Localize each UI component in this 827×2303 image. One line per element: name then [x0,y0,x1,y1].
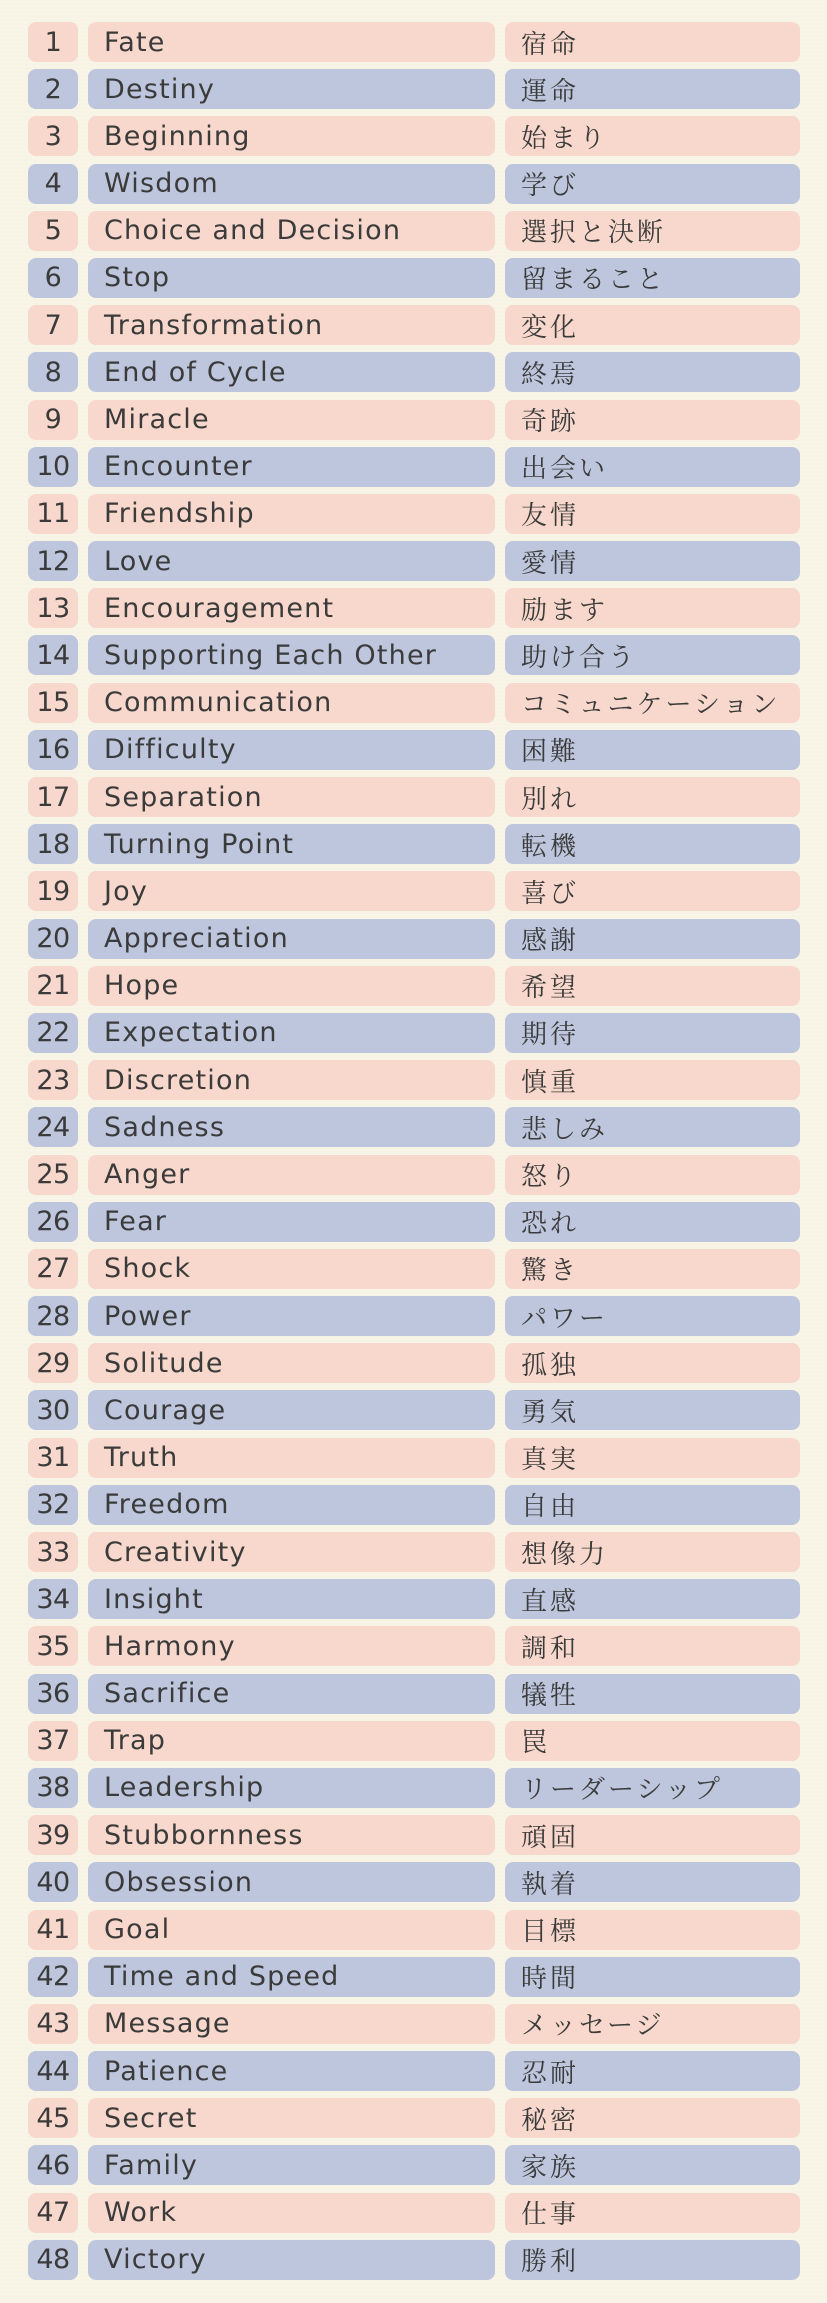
japanese-term: 勇気 [505,1390,800,1430]
row-number: 33 [28,1532,78,1572]
japanese-term: 別れ [505,777,800,817]
row-number: 32 [28,1485,78,1525]
english-term: Trap [88,1721,495,1761]
table-row [28,2004,800,2044]
table-row [28,494,800,534]
row-number: 9 [28,400,78,440]
english-term: Family [88,2145,495,2185]
japanese-term: 希望 [505,966,800,1006]
japanese-term: 目標 [505,1910,800,1950]
row-number: 18 [28,824,78,864]
english-term: Destiny [88,69,495,109]
table-row [28,22,800,62]
table-row [28,777,800,817]
english-term: Appreciation [88,919,495,959]
row-number: 46 [28,2145,78,2185]
japanese-term: 執着 [505,1862,800,1902]
english-term: Leadership [88,1768,495,1808]
japanese-term: 勝利 [505,2240,800,2280]
japanese-term: リーダーシップ [505,1768,800,1808]
row-number: 38 [28,1768,78,1808]
japanese-term: 留まること [505,258,800,298]
row-number: 41 [28,1910,78,1950]
table-row [28,635,800,675]
japanese-term: 孤独 [505,1343,800,1383]
japanese-term: 選択と決断 [505,211,800,251]
english-term: Wisdom [88,164,495,204]
english-term: Difficulty [88,730,495,770]
table-row [28,116,800,156]
row-number: 15 [28,683,78,723]
row-number: 24 [28,1107,78,1147]
row-number: 27 [28,1249,78,1289]
row-number: 34 [28,1579,78,1619]
english-term: Work [88,2193,495,2233]
table-row [28,1910,800,1950]
table-row [28,919,800,959]
row-number: 30 [28,1390,78,1430]
row-number: 6 [28,258,78,298]
english-term: Goal [88,1910,495,1950]
term-list [28,22,800,2287]
english-term: Discretion [88,1060,495,1100]
row-number: 42 [28,1957,78,1997]
row-number: 44 [28,2051,78,2091]
japanese-term: 仕事 [505,2193,800,2233]
english-term: Fear [88,1202,495,1242]
row-number: 2 [28,69,78,109]
japanese-term: 忍耐 [505,2051,800,2091]
japanese-term: 怒り [505,1155,800,1195]
row-number: 45 [28,2098,78,2138]
table-row [28,1721,800,1761]
row-number: 37 [28,1721,78,1761]
english-term: Choice and Decision [88,211,495,251]
japanese-term: 出会い [505,447,800,487]
table-row [28,1202,800,1242]
japanese-term: 直感 [505,1579,800,1619]
japanese-term: 励ます [505,588,800,628]
table-row [28,211,800,251]
japanese-term: 運命 [505,69,800,109]
english-term: Expectation [88,1013,495,1053]
table-row [28,2193,800,2233]
japanese-term: 宿命 [505,22,800,62]
table-row [28,1485,800,1525]
table-row [28,164,800,204]
row-number: 4 [28,164,78,204]
japanese-term: 感謝 [505,919,800,959]
table-row [28,1343,800,1383]
table-row [28,1768,800,1808]
japanese-term: 喜び [505,871,800,911]
table-row [28,683,800,723]
japanese-term: 終焉 [505,352,800,392]
row-number: 36 [28,1674,78,1714]
table-row [28,730,800,770]
english-term: Miracle [88,400,495,440]
table-row [28,258,800,298]
row-number: 48 [28,2240,78,2280]
english-term: Encounter [88,447,495,487]
row-number: 19 [28,871,78,911]
english-term: Creativity [88,1532,495,1572]
table-row [28,966,800,1006]
table-row [28,352,800,392]
table-row [28,1674,800,1714]
japanese-term: メッセージ [505,2004,800,2044]
english-term: Stop [88,258,495,298]
table-row [28,871,800,911]
english-term: Courage [88,1390,495,1430]
table-row [28,1862,800,1902]
english-term: Hope [88,966,495,1006]
english-term: Truth [88,1438,495,1478]
row-number: 22 [28,1013,78,1053]
english-term: Time and Speed [88,1957,495,1997]
row-number: 1 [28,22,78,62]
row-number: 5 [28,211,78,251]
row-number: 39 [28,1815,78,1855]
table-row [28,2145,800,2185]
english-term: Separation [88,777,495,817]
table-row [28,824,800,864]
english-term: End of Cycle [88,352,495,392]
japanese-term: 秘密 [505,2098,800,2138]
japanese-term: 家族 [505,2145,800,2185]
row-number: 16 [28,730,78,770]
row-number: 10 [28,447,78,487]
row-number: 43 [28,2004,78,2044]
english-term: Message [88,2004,495,2044]
japanese-term: パワー [505,1296,800,1336]
english-term: Beginning [88,116,495,156]
english-term: Love [88,541,495,581]
japanese-term: コミュニケーション [505,683,800,723]
row-number: 47 [28,2193,78,2233]
english-term: Anger [88,1155,495,1195]
table-row [28,541,800,581]
english-term: Sacrifice [88,1674,495,1714]
english-term: Secret [88,2098,495,2138]
japanese-term: 転機 [505,824,800,864]
english-term: Shock [88,1249,495,1289]
table-row [28,305,800,345]
japanese-term: 驚き [505,1249,800,1289]
japanese-term: 調和 [505,1626,800,1666]
row-number: 29 [28,1343,78,1383]
row-number: 23 [28,1060,78,1100]
table-row [28,2098,800,2138]
table-row [28,1957,800,1997]
japanese-term: 期待 [505,1013,800,1053]
japanese-term: 頑固 [505,1815,800,1855]
japanese-term: 自由 [505,1485,800,1525]
english-term: Power [88,1296,495,1336]
english-term: Harmony [88,1626,495,1666]
japanese-term: 罠 [505,1721,800,1761]
row-number: 35 [28,1626,78,1666]
japanese-term: 始まり [505,116,800,156]
table-row [28,1013,800,1053]
english-term: Stubbornness [88,1815,495,1855]
row-number: 20 [28,919,78,959]
row-number: 14 [28,635,78,675]
english-term: Encouragement [88,588,495,628]
japanese-term: 恐れ [505,1202,800,1242]
table-row [28,2051,800,2091]
table-row [28,1060,800,1100]
table-row [28,2240,800,2280]
table-row [28,1532,800,1572]
table-row [28,447,800,487]
japanese-term: 奇跡 [505,400,800,440]
table-row [28,1438,800,1478]
japanese-term: 悲しみ [505,1107,800,1147]
table-row [28,400,800,440]
row-number: 26 [28,1202,78,1242]
japanese-term: 困難 [505,730,800,770]
japanese-term: 助け合う [505,635,800,675]
table-row [28,1815,800,1855]
english-term: Friendship [88,494,495,534]
english-term: Supporting Each Other [88,635,495,675]
table-row [28,1249,800,1289]
row-number: 12 [28,541,78,581]
english-term: Victory [88,2240,495,2280]
english-term: Communication [88,683,495,723]
japanese-term: 想像力 [505,1532,800,1572]
row-number: 28 [28,1296,78,1336]
table-row [28,1626,800,1666]
row-number: 11 [28,494,78,534]
japanese-term: 犠牲 [505,1674,800,1714]
row-number: 3 [28,116,78,156]
english-term: Turning Point [88,824,495,864]
english-term: Fate [88,22,495,62]
japanese-term: 時間 [505,1957,800,1997]
table-row [28,69,800,109]
english-term: Solitude [88,1343,495,1383]
table-row [28,1296,800,1336]
english-term: Freedom [88,1485,495,1525]
english-term: Sadness [88,1107,495,1147]
row-number: 21 [28,966,78,1006]
row-number: 25 [28,1155,78,1195]
english-term: Patience [88,2051,495,2091]
japanese-term: 愛情 [505,541,800,581]
english-term: Joy [88,871,495,911]
row-number: 31 [28,1438,78,1478]
japanese-term: 学び [505,164,800,204]
table-row [28,588,800,628]
row-number: 7 [28,305,78,345]
row-number: 17 [28,777,78,817]
japanese-term: 慎重 [505,1060,800,1100]
english-term: Insight [88,1579,495,1619]
table-row [28,1107,800,1147]
japanese-term: 友情 [505,494,800,534]
english-term: Transformation [88,305,495,345]
english-term: Obsession [88,1862,495,1902]
row-number: 13 [28,588,78,628]
row-number: 8 [28,352,78,392]
japanese-term: 変化 [505,305,800,345]
table-row [28,1155,800,1195]
table-row [28,1390,800,1430]
row-number: 40 [28,1862,78,1902]
japanese-term: 真実 [505,1438,800,1478]
table-row [28,1579,800,1619]
